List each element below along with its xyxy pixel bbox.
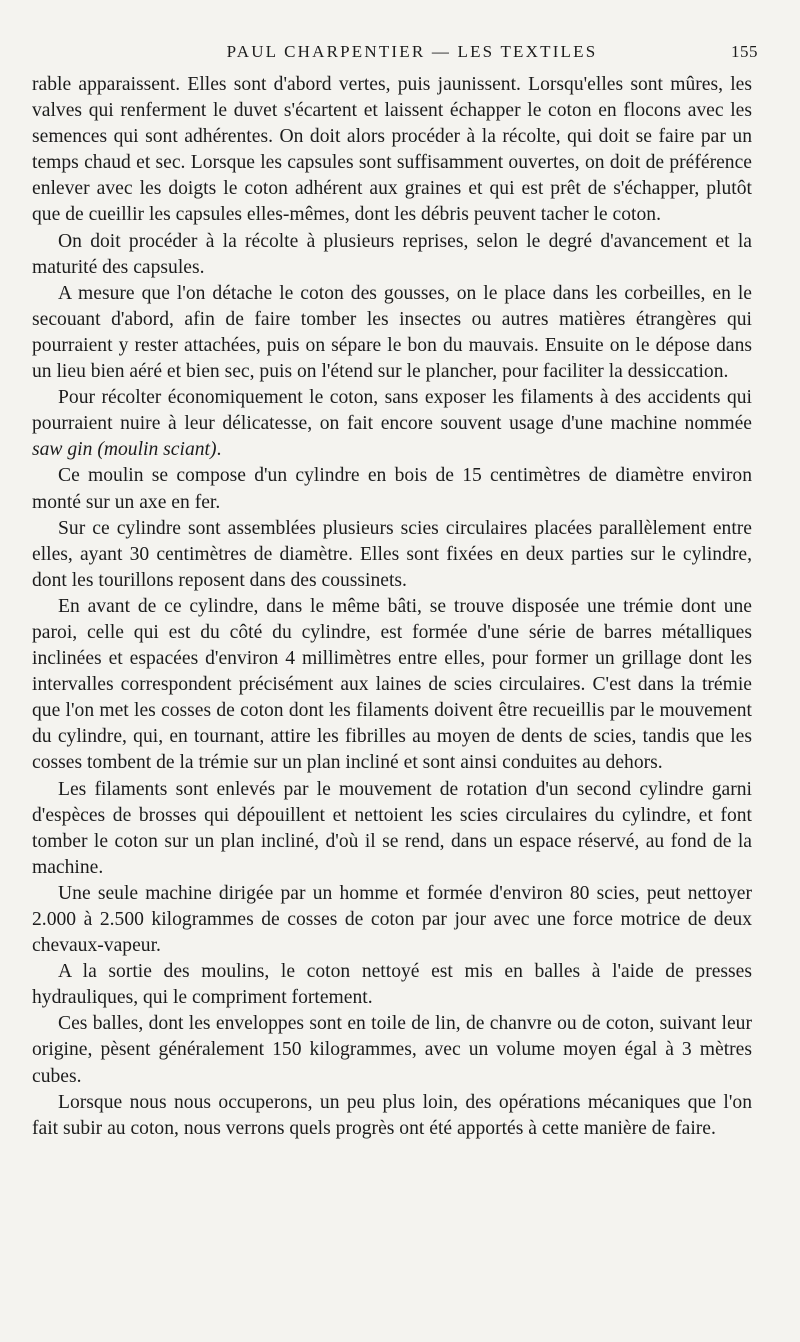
paragraph — [32, 385, 752, 463]
running-header — [32, 38, 758, 72]
paragraph: Sur ce cylindre sont assemblées plusieurs scies circulaires placées parallèlement entre elles, ayant 30 centimètres de diamètre. Elles sont fixées en deux parties sur le cylindre, dont les tourillons reposent dans des coussinets. — [32, 517, 752, 591]
paragraph: Lorsque nous nous occuperons, un peu plus loin, des opérations mécaniques que l'on fait subir au coton, nous verrons quels progrès ont été apportés à cette manière de faire. — [32, 1091, 752, 1139]
page-number: 155 — [731, 42, 758, 61]
paragraph: En avant de ce cylindre, dans le même bâti, se trouve disposée une trémie dont une paroi, celle qui est du côté du cylindre, est formée d'une série de barres métalliques inclinées et espacées d'environ 4 millimètres entre elles, pour former un grillage dont les intervalles correspondent précisément aux laines de scies circulaires. C'est dans la trémie que l'on met les cosses de coton dont les filaments doivent être recueillis par le mouvement du cylindre, qui, en tournant, attire les fibrilles au moyen de dents de scies, tandis que les cosses tombent de la trémie sur un plan incliné et sont ainsi conduites au dehors. — [32, 595, 752, 774]
paragraph-text: Pour récolter économiquement le coton, sans exposer les filaments à des accidents qui pourraient nuire à leur délicatesse, on fait encore souvent usage d'une machine nommée — [32, 387, 752, 435]
paragraph: rable apparaissent. Elles sont d'abord vertes, puis jaunissent. Lorsqu'elles sont mûres, les valves qui renferment le duvet s'écartent et laissent échapper le coton en flocons avec les semences qui sont adhérentes. On doit alors procéder à la récolte, qui doit se faire par un temps chaud et sec. Lorsque les capsules sont suffisamment ouvertes, on doit de préférence enlever avec les doigts le coton adhérent aux graines et qui est prêt de s'échapper, plutôt que de cueillir les capsules elles-mêmes, dont les débris peuvent tacher le coton. — [32, 74, 752, 226]
machine-name: saw gin (moulin sciant) — [32, 439, 217, 461]
paragraph: Une seule machine dirigée par un homme et formée d'environ 80 scies, peut nettoyer 2.000 à 2.500 kilogrammes de cosses de coton par jour avec une force motrice de deux chevaux-vapeur. — [32, 882, 752, 957]
paragraph-text: . — [216, 439, 222, 461]
body-text — [32, 72, 752, 1142]
paragraph: Les filaments sont enlevés par le mouvement de rotation d'un second cylindre garni d'espèces de brosses qui dépouillent et nettoient les scies circulaires du cylindre, et font tomber le coton sur un plan incliné, d'où il se rend, dans un espace réservé, au fond de la machine. — [32, 778, 752, 878]
paragraph: On doit procéder à la récolte à plusieurs reprises, selon le degré d'avancement et la maturité des capsules. — [32, 230, 752, 278]
paragraph: Ces balles, dont les enveloppes sont en toile de lin, de chanvre ou de coton, suivant leur origine, pèsent généralement 150 kilogrammes, avec un volume moyen égal à 3 mètres cubes. — [32, 1013, 752, 1087]
paragraph: A la sortie des moulins, le coton nettoyé est mis en balles à l'aide de presses hydrauliques, qui le compriment fortement. — [32, 961, 752, 1009]
paragraph: A mesure que l'on détache le coton des gousses, on le place dans les corbeilles, en le secouant d'abord, afin de faire tomber les insectes ou autres matières étrangères qui pourraient y rester attachées, puis on sépare le bon du mauvais. Ensuite on le dépose dans un lieu bien aéré et bien sec, puis on l'étend sur le plancher, pour faciliter la dessiccation. — [32, 282, 752, 383]
paragraph: Ce moulin se compose d'un cylindre en bois de 15 centimètres de diamètre environ monté sur un axe en fer. — [32, 465, 752, 513]
running-title: PAUL CHARPENTIER — LES TEXTILES — [226, 42, 598, 61]
